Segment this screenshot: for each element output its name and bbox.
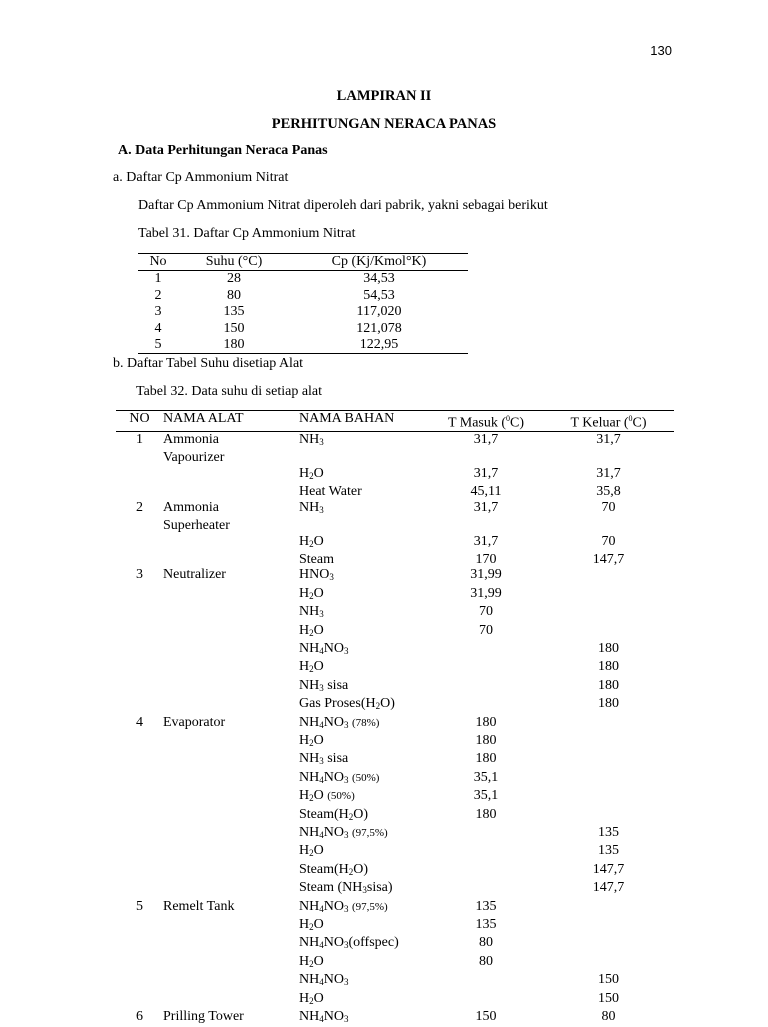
row-nama-alat	[163, 678, 299, 696]
row-no	[116, 825, 163, 843]
row-nama-alat	[163, 466, 299, 484]
table-row	[138, 288, 468, 304]
row-nama-alat	[163, 552, 299, 567]
row-no: 2	[136, 499, 143, 515]
row-nama-bahan: $H_2O$ (50%)	[299, 788, 355, 804]
row-no: 2	[154, 287, 162, 303]
row-no	[116, 917, 163, 935]
table-row	[116, 641, 674, 659]
table-row	[116, 604, 674, 622]
header-nama-bahan: NAMA BAHAN	[299, 411, 395, 426]
row-no	[116, 770, 163, 788]
row-nama-alat	[163, 862, 299, 880]
row-no: 3	[136, 567, 143, 583]
row-nama-alat: Superheater	[163, 518, 230, 534]
row-nama-bahan: $NH_4NO_3$ (78%)	[299, 714, 380, 730]
row-no	[116, 659, 163, 677]
paragraph-a: Daftar Cp Ammonium Nitrat diperoleh dari pabrik, yakni sebagai berikut	[138, 198, 548, 213]
row-nama-alat	[163, 880, 299, 898]
table-row	[116, 567, 674, 585]
row-t-masuk	[429, 518, 543, 533]
row-t-masuk: 70	[479, 604, 493, 620]
table-row	[116, 518, 674, 533]
row-t-masuk	[429, 825, 543, 843]
table-row	[116, 880, 674, 898]
row-nama-alat: Ammonia	[163, 432, 219, 448]
row-no	[116, 991, 163, 1009]
row-nama-alat: Ammonia	[163, 499, 219, 515]
row-no: 1	[154, 271, 162, 287]
row-nama-bahan: Steam $(NH_3sisa)$	[299, 880, 393, 896]
row-nama-alat	[163, 534, 299, 552]
row-suhu: 135	[223, 304, 245, 320]
row-no	[116, 972, 163, 990]
row-t-masuk: 80	[479, 935, 493, 951]
row-no	[116, 623, 163, 641]
row-t-masuk: 135	[475, 917, 497, 933]
row-t-keluar: 70	[601, 533, 616, 549]
row-nama-alat	[163, 917, 299, 935]
table-row	[116, 1009, 674, 1027]
row-nama-bahan: $NH_3$	[299, 604, 324, 620]
row-t-keluar: 31,7	[596, 432, 621, 448]
row-t-masuk: 180	[475, 751, 497, 767]
table-row	[116, 917, 674, 935]
table-row	[116, 500, 674, 518]
row-no	[116, 466, 163, 484]
row-nama-bahan: $Steam(H_2O)$	[299, 861, 369, 877]
row-t-masuk: 31,7	[473, 465, 499, 481]
row-t-keluar	[543, 623, 674, 641]
row-t-masuk	[429, 659, 543, 677]
table-row	[116, 696, 674, 714]
row-no	[116, 552, 163, 567]
row-nama-alat	[163, 623, 299, 641]
row-t-keluar: 147,7	[592, 880, 625, 896]
table31-caption: Tabel 31. Daftar Cp Ammonium Nitrat	[138, 226, 356, 241]
row-t-masuk: 31,7	[473, 499, 499, 515]
row-t-masuk: 45,11	[470, 484, 502, 500]
row-t-keluar	[543, 733, 674, 751]
table-row	[116, 534, 674, 552]
row-nama-bahan: $H_2O$	[299, 659, 324, 675]
temperature-per-equipment-table	[116, 410, 674, 1027]
row-nama-bahan: $NH_3$ sisa	[299, 751, 349, 767]
header-no: NO	[129, 411, 150, 426]
row-nama-bahan: $Steam(H_2O)$	[299, 806, 369, 822]
row-t-keluar	[543, 899, 674, 917]
table-row	[116, 586, 674, 604]
page-subtitle: PERHITUNGAN NERACA PANAS	[271, 116, 497, 132]
row-no	[116, 678, 163, 696]
row-nama-bahan: Heat Water	[299, 484, 362, 500]
row-t-masuk	[429, 696, 543, 714]
table-row	[116, 659, 674, 677]
row-nama-bahan: $NH_4NO_3$	[299, 640, 349, 656]
row-t-masuk: 35,1	[473, 769, 499, 785]
row-t-masuk: 31,7	[473, 533, 499, 549]
row-no	[116, 954, 163, 972]
row-nama-bahan: $HNO_3$	[299, 567, 334, 583]
row-nama-bahan: $H_2O$	[299, 465, 324, 481]
table-row	[116, 991, 674, 1009]
row-t-keluar: 180	[598, 677, 619, 693]
row-t-masuk: 150	[475, 1009, 497, 1025]
row-suhu: 180	[223, 337, 245, 353]
row-no: 5	[154, 337, 162, 353]
row-t-keluar: 35,8	[596, 484, 621, 500]
table-row	[116, 733, 674, 751]
row-nama-alat	[163, 935, 299, 953]
row-no: 4	[154, 320, 162, 336]
table-header-row	[138, 254, 468, 271]
row-no: 6	[136, 1009, 143, 1025]
section-a-heading: A. Data Perhitungan Neraca Panas	[118, 143, 328, 158]
row-nama-bahan: $NH_4NO_3$	[299, 1009, 349, 1025]
row-t-keluar	[543, 788, 674, 806]
row-t-masuk: 80	[479, 953, 493, 969]
header-cp: Cp (Kj/Kmol°K)	[331, 254, 427, 269]
row-t-keluar: 80	[601, 1009, 616, 1025]
row-nama-alat: Evaporator	[163, 714, 226, 730]
row-nama-alat: Prilling Tower	[163, 1009, 244, 1025]
row-no	[116, 935, 163, 953]
row-t-keluar	[543, 954, 674, 972]
row-t-keluar	[543, 770, 674, 788]
row-t-masuk: 31,7	[473, 432, 499, 448]
row-t-masuk: 180	[475, 714, 497, 730]
table-row	[116, 972, 674, 990]
table31-body	[138, 271, 468, 354]
table-row	[116, 751, 674, 769]
row-cp: 117,020	[356, 304, 402, 320]
row-t-keluar: 150	[598, 990, 619, 1006]
row-no	[116, 862, 163, 880]
row-t-masuk: 170	[475, 551, 497, 567]
row-t-keluar: 31,7	[596, 465, 621, 481]
row-nama-alat	[163, 788, 299, 806]
row-cp: 122,95	[359, 337, 399, 353]
cp-ammonium-nitrate-table	[138, 253, 468, 354]
table-row	[138, 271, 468, 288]
table-row	[116, 450, 674, 465]
row-no	[116, 807, 163, 825]
row-nama-bahan: $H_2O$	[299, 622, 324, 638]
row-t-keluar: 147,7	[592, 861, 625, 877]
header-t-masuk: T Masuk ($^0$C)	[447, 414, 525, 431]
table-row	[116, 807, 674, 825]
header-t-keluar: T Keluar ($^0$C)	[570, 414, 647, 431]
row-nama-alat	[163, 972, 299, 990]
row-no: 4	[136, 714, 143, 730]
row-nama-alat: Remelt Tank	[163, 898, 235, 914]
row-cp: 54,53	[363, 287, 395, 303]
row-cp: 34,53	[363, 271, 395, 287]
page-title: LAMPIRAN II	[336, 88, 432, 104]
row-t-keluar: 135	[598, 825, 619, 840]
row-nama-alat: Vapourizer	[163, 450, 225, 466]
row-nama-bahan	[299, 518, 429, 533]
header-nama-alat: NAMA ALAT	[163, 411, 244, 426]
row-no	[116, 843, 163, 861]
row-nama-bahan: $NH_3$ sisa	[299, 677, 349, 693]
row-t-masuk: 180	[475, 732, 497, 748]
row-nama-bahan: $NH_4NO_3$ (97,5%)	[299, 825, 388, 840]
row-cp: 121,078	[356, 320, 402, 336]
row-nama-bahan: $NH_3$	[299, 499, 324, 515]
row-t-masuk: 135	[475, 898, 497, 914]
row-t-keluar	[543, 807, 674, 825]
row-t-keluar: 180	[598, 659, 619, 675]
row-nama-alat	[163, 807, 299, 825]
table-row	[116, 788, 674, 806]
row-t-keluar: 180	[598, 696, 619, 712]
row-t-masuk	[429, 991, 543, 1009]
page-number: 130	[650, 43, 672, 58]
row-nama-bahan: $H_2O$	[299, 953, 324, 969]
row-t-masuk	[429, 678, 543, 696]
row-nama-bahan: $H_2O$	[299, 585, 324, 601]
row-nama-alat	[163, 659, 299, 677]
row-t-masuk	[429, 862, 543, 880]
row-no	[116, 696, 163, 714]
row-t-keluar	[543, 935, 674, 953]
row-nama-bahan: $NH_4NO_3$ (97,5%)	[299, 898, 388, 914]
table-row	[116, 552, 674, 567]
row-no	[116, 641, 163, 659]
row-t-keluar	[543, 751, 674, 769]
row-nama-alat: Neutralizer	[163, 567, 226, 583]
table-row	[116, 825, 674, 843]
row-nama-alat	[163, 641, 299, 659]
row-nama-bahan: $NH_4NO_3(offspec)$	[299, 935, 399, 951]
row-nama-alat	[163, 843, 299, 861]
header-no: No	[149, 254, 167, 269]
table-row	[116, 899, 674, 917]
row-t-masuk: 180	[475, 806, 497, 822]
row-no: 1	[136, 432, 143, 448]
row-t-keluar: 135	[598, 843, 619, 859]
row-nama-bahan: $H_2O$	[299, 533, 324, 549]
row-t-keluar	[543, 567, 674, 585]
row-nama-alat	[163, 733, 299, 751]
table-row	[116, 466, 674, 484]
row-t-masuk: 70	[479, 622, 493, 638]
row-nama-bahan: $NH_4NO_3$ (50%)	[299, 769, 380, 785]
table-row	[116, 843, 674, 861]
row-t-keluar	[543, 604, 674, 622]
row-suhu: 80	[227, 287, 241, 303]
table-row	[116, 935, 674, 953]
row-no	[116, 534, 163, 552]
row-no	[116, 604, 163, 622]
table-row	[138, 321, 468, 337]
row-nama-bahan: Gas $Proses(H_2O)$	[299, 696, 395, 712]
row-nama-alat	[163, 696, 299, 714]
row-nama-alat	[163, 751, 299, 769]
row-nama-alat	[163, 991, 299, 1009]
row-t-keluar: 150	[598, 972, 619, 988]
table-row	[138, 304, 468, 320]
table-row	[138, 337, 468, 354]
row-nama-alat	[163, 484, 299, 499]
row-nama-bahan: $H_2O$	[299, 990, 324, 1006]
row-nama-bahan: Steam	[299, 551, 334, 567]
row-no	[116, 518, 163, 533]
row-nama-alat	[163, 954, 299, 972]
row-nama-alat	[163, 770, 299, 788]
table-row	[116, 862, 674, 880]
row-t-keluar	[543, 715, 674, 733]
row-nama-alat	[163, 825, 299, 843]
subsection-a-heading: a. Daftar Cp Ammonium Nitrat	[113, 170, 289, 185]
table-row	[116, 432, 674, 451]
row-t-keluar: 70	[601, 499, 616, 515]
row-t-masuk	[429, 880, 543, 898]
table32-caption: Tabel 32. Data suhu di setiap alat	[136, 384, 323, 399]
row-t-keluar	[543, 518, 674, 533]
row-no	[116, 788, 163, 806]
row-t-keluar: 180	[598, 640, 619, 656]
row-suhu: 150	[223, 320, 245, 336]
row-nama-bahan: $H_2O$	[299, 843, 324, 859]
table-header-row	[116, 411, 674, 432]
row-t-masuk	[429, 450, 543, 465]
row-t-keluar	[543, 450, 674, 465]
subsection-b-heading: b. Daftar Tabel Suhu disetiap Alat	[113, 356, 304, 371]
row-nama-bahan: $H_2O$	[299, 917, 324, 933]
table-row	[116, 678, 674, 696]
row-no	[116, 484, 163, 499]
row-t-masuk: 35,1	[473, 788, 499, 804]
row-t-keluar: 147,7	[592, 551, 625, 567]
row-nama-bahan: $NH_3$	[299, 432, 324, 448]
row-no: 5	[136, 898, 143, 914]
row-nama-alat	[163, 604, 299, 622]
row-t-masuk: 31,99	[470, 585, 502, 601]
table-row	[116, 770, 674, 788]
header-suhu: Suhu (°C)	[205, 254, 263, 269]
row-t-masuk	[429, 972, 543, 990]
row-nama-bahan: $NH_4NO_3$	[299, 972, 349, 988]
row-nama-bahan: $H_2O$	[299, 732, 324, 748]
row-no	[116, 586, 163, 604]
row-suhu: 28	[227, 271, 241, 287]
row-t-keluar	[543, 586, 674, 604]
row-t-keluar	[543, 917, 674, 935]
row-no	[116, 880, 163, 898]
table32-body	[116, 432, 674, 1027]
row-t-masuk	[429, 843, 543, 861]
table-row	[116, 715, 674, 733]
row-nama-bahan	[299, 450, 429, 465]
row-t-masuk	[429, 641, 543, 659]
row-no	[116, 450, 163, 465]
table-row	[116, 954, 674, 972]
table-row	[116, 623, 674, 641]
table-row	[116, 484, 674, 499]
row-nama-alat	[163, 586, 299, 604]
row-no: 3	[154, 304, 162, 320]
row-t-masuk: 31,99	[470, 567, 502, 583]
row-no	[116, 733, 163, 751]
row-no	[116, 751, 163, 769]
